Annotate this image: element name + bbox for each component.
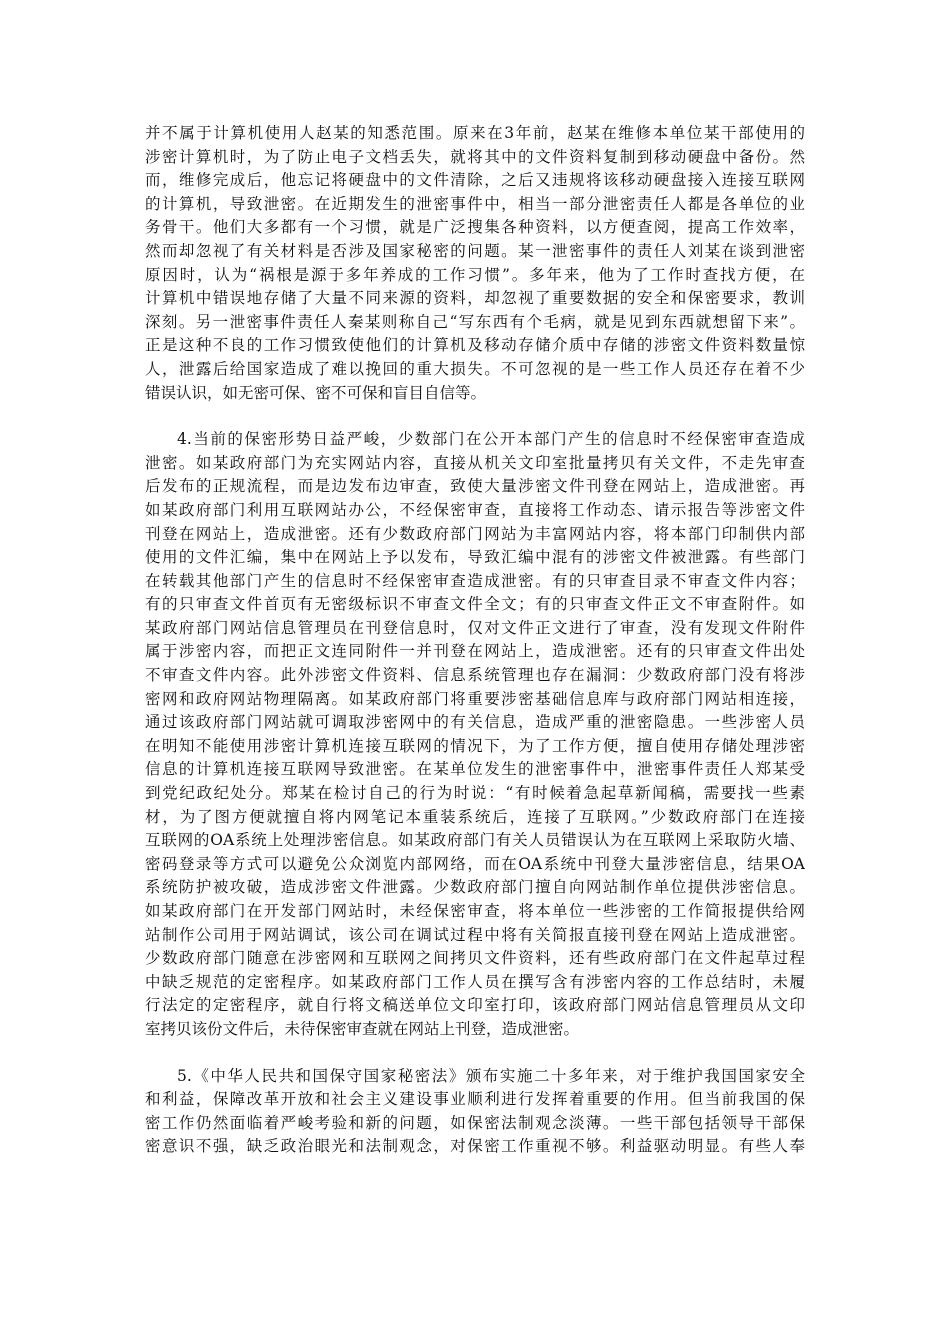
paragraph-4 — [145, 428, 805, 1041]
text-line: 泄密。如某政府部门为充实网站内容，直接从机关文印室批量拷贝有关文件，不走先审查 — [145, 453, 805, 472]
text-line: 站制作公司用于网站调试，该公司在调试过程中将有关简报直接刊登在网站上造成泄密。 — [145, 925, 805, 944]
text-line: 属于涉密内容，而把正文连同附件一并刊登在网站上，造成泄密。还有的只审查文件出处 — [145, 642, 805, 661]
text-line: 和利益，保障改革开放和社会主义建设事业顺利进行发挥着重要的作用。但当前我国的保 — [145, 1090, 805, 1109]
text-line: 有的只审查文件首页有无密级标识不审查文件全文；有的只审查文件正文不审查附件。如 — [145, 595, 805, 614]
text-line: 计算机中错误地存储了大量不同来源的资料，却忽视了重要数据的安全和保密要求，教训 — [145, 289, 805, 308]
text-line: 密网和政府网站物理隔离。如某政府部门将重要涉密基础信息库与政府部门网站相连接， — [145, 689, 805, 708]
text-line: 4.当前的保密形势日益严峻，少数部门在公开本部门产生的信息时不经保密审查造成 — [177, 430, 805, 449]
text-line: 的计算机，导致泄密。在近期发生的泄密事件中，相当一部分泄密责任人都是各单位的业 — [145, 194, 805, 213]
text-line: 而，维修完成后，他忘记将硬盘中的文件清除，之后又违规将该移动硬盘接入连接互联网 — [145, 171, 805, 190]
text-line: 到党纪政纪处分。郑某在检讨自己的行为时说：“有时候着急起草新闻稿，需要找一些素 — [145, 784, 805, 803]
text-line: 务骨干。他们大多都有一个习惯，就是广泛搜集各种资料，以方便查阅，提高工作效率， — [145, 218, 805, 237]
text-line: 行法定的定密程序，就自行将文稿送单位文印室打印，该政府部门网站信息管理员从文印 — [145, 996, 805, 1015]
text-line: 使用的文件汇编，集中在网站上予以发布，导致汇编中混有的涉密文件被泄露。有些部门 — [145, 548, 805, 567]
text-line: 然而却忽视了有关材料是否涉及国家秘密的问题。某一泄密事件的责任人刘某在谈到泄密 — [145, 241, 805, 260]
text-line: 如某政府部门在开发部门网站时，未经保密审查，将本单位一些涉密的工作简报提供给网 — [145, 902, 805, 920]
text-line: 错误认识，如无密可保、密不可保和盲目自信等。 — [145, 383, 487, 402]
text-line: 刊登在网站上，造成泄密。还有少数政府部门网站为丰富网站内容，将本部门印制供内部 — [145, 524, 805, 543]
document-page — [145, 122, 805, 1159]
text-line: 原因时，认为“祸根是源于多年养成的工作习惯”。多年来，他为了工作时查找方便，在 — [145, 265, 805, 284]
text-line: 材，为了图方便就擅自将内网笔记本重装系统后，连接了互联网。”少数政府部门在连接 — [145, 807, 805, 826]
text-line: 某政府部门网站信息管理员在刊登信息时，仅对文件正文进行了审查，没有发现文件附件 — [145, 618, 805, 637]
text-line: 密码登录等方式可以避免公众浏览内部网络，而在OA系统中刊登大量涉密信息，结果OA — [145, 854, 805, 873]
text-line: 正是这种不良的工作习惯致使他们的计算机及移动存储介质中存储的涉密文件资料数量惊 — [145, 336, 805, 355]
text-line: 在转载其他部门产生的信息时不经保密审查造成泄密。有的只审查目录不审查文件内容； — [145, 571, 805, 590]
text-line: 互联网的OA系统上处理涉密信息。如某政府部门有关人员错误认为在互联网上采取防火墙、 — [145, 831, 805, 850]
text-line: 不审查文件内容。此外涉密文件资料、信息系统管理也存在漏洞：少数政府部门没有将涉 — [145, 666, 805, 685]
text-line: 少数政府部门随意在涉密网和互联网之间拷贝文件资料，还有些政府部门在文件起草过程 — [145, 949, 805, 968]
text-line: 并不属于计算机使用人赵某的知悉范围。原来在3年前，赵某在维修本单位某干部使用的 — [145, 124, 805, 142]
paragraph-5 — [145, 1065, 805, 1159]
text-line: 深刻。另一泄密事件责任人秦某则称自己“写东西有个毛病，就是见到东西就想留下来”。 — [145, 312, 805, 331]
text-line: 通过该政府部门网站就可调取涉密网中的有关信息，造成严重的泄密隐患。一些涉密人员 — [145, 713, 805, 732]
text-line: 密意识不强，缺乏政治眼光和法制观念，对保密工作重视不够。利益驱动明显。有些人奉 — [145, 1137, 805, 1156]
paragraph-continued — [145, 122, 805, 405]
text-line: 中缺乏规范的定密程序。如某政府部门工作人员在撰写含有涉密内容的工作总结时，未履 — [145, 972, 805, 991]
text-line: 系统防护被攻破，造成涉密文件泄露。少数政府部门擅自向网站制作单位提供涉密信息。 — [145, 878, 805, 897]
text-line: 5.《中华人民共和国保守国家秘密法》颁布实施二十多年来，对于维护我国国家安全 — [177, 1066, 805, 1085]
text-line: 室拷贝该份文件后，未待保密审查就在网站上刊登，造成泄密。 — [145, 1019, 580, 1038]
text-line: 涉密计算机时，为了防止电子文档丢失，就将其中的文件资料复制到移动硬盘中备份。然 — [145, 147, 805, 166]
text-line: 密工作仍然面临着严峻考验和新的问题，如保密法制观念淡薄。一些干部包括领导干部保 — [145, 1113, 805, 1132]
text-line: 如某政府部门利用互联网站办公，不经保密审查，直接将工作动态、请示报告等涉密文件 — [145, 500, 805, 519]
text-line: 信息的计算机连接互联网导致泄密。在某单位发生的泄密事件中，泄密事件责任人郑某受 — [145, 760, 805, 779]
text-line: 在明知不能使用涉密计算机连接互联网的情况下，为了工作方便，擅自使用存储处理涉密 — [145, 736, 805, 755]
text-line: 人，泄露后给国家造成了难以挽回的重大损失。不可忽视的是一些工作人员还存在着不少 — [145, 359, 805, 378]
text-line: 后发布的正规流程，而是边发布边审查，致使大量涉密文件刊登在网站上，造成泄密。再 — [145, 477, 805, 496]
